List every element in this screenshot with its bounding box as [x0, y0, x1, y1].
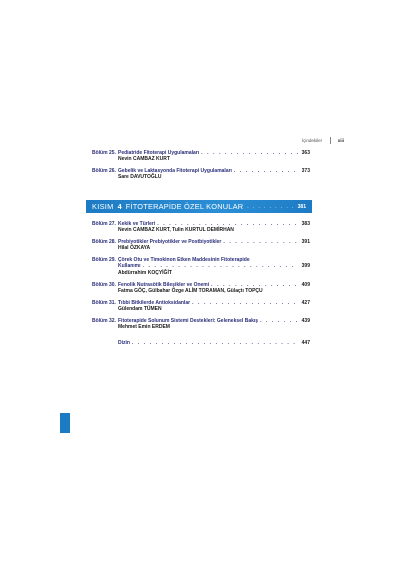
- chapter-authors: Nevin CAMBAZ KURT: [118, 156, 170, 163]
- chapter-number: Bölüm 25.: [92, 150, 116, 156]
- chapter-number: Bölüm 28.: [92, 239, 116, 245]
- page-number: 439: [301, 318, 310, 324]
- toc-entry[interactable]: [92, 257, 310, 276]
- page-number: 363: [301, 150, 310, 156]
- part-title: FİTOTERAPİDE ÖZEL KONULAR: [125, 202, 244, 211]
- toc-entry[interactable]: [92, 168, 310, 181]
- chapter-authors: Fatma GÖÇ, Gülbahar Özge ALİM TORAMAN, Gülaçtı TOPÇU: [118, 288, 263, 295]
- chapter-title: Çörek Otu ve Timokinon Etken Maddesinin Fitoterapide: [118, 257, 250, 263]
- chapter-title: Kekik ve Türleri: [118, 221, 156, 227]
- chapter-number: Bölüm 26.: [92, 168, 116, 174]
- chapter-number: Bölüm 31.: [92, 300, 116, 306]
- chapter-number: Bölüm 27.: [92, 221, 116, 227]
- chapter-authors: Gülendam TÜMEN: [118, 306, 162, 313]
- leader-dots: [234, 168, 298, 174]
- chapter-number: Bölüm 29.: [92, 257, 116, 263]
- toc-entry[interactable]: [92, 300, 310, 313]
- chapter-title: Fenolik Nutrasötik Bileşikler ve Önemi: [118, 282, 210, 288]
- part-number: 4: [117, 202, 122, 211]
- edge-tab-marker: [60, 413, 70, 433]
- page-number: 409: [301, 282, 310, 288]
- chapter-authors: Nevin CAMBAZ KURT, Tulin KURTUL DEMİRHAN: [118, 227, 234, 234]
- page-number: 447: [301, 340, 310, 346]
- chapter-title: Gebelik ve Laktasyonda Fitoterapi Uygulamaları: [118, 168, 232, 174]
- leader-dots: [192, 300, 298, 306]
- chapter-authors: Hilal ÖZKAYA: [118, 245, 151, 252]
- toc-entry-index[interactable]: [92, 340, 310, 346]
- toc-entry[interactable]: [92, 282, 310, 295]
- page-number: 427: [301, 300, 310, 306]
- chapter-title: Tıbbi Bitkilerde Antioksidanlar: [118, 300, 191, 306]
- header-page-number: xiii: [337, 138, 344, 143]
- running-header: [302, 137, 344, 144]
- leader-dots: [260, 318, 298, 324]
- chapter-authors: Sare DAVUTOĞLU: [118, 174, 162, 181]
- chapter-authors: Abdürrahim KOÇYİĞİT: [118, 269, 172, 276]
- page-number: 391: [301, 239, 310, 245]
- index-title: Dizin: [118, 340, 130, 346]
- page-number: 383: [301, 221, 310, 227]
- chapter-title: Pediatride Fitoterapi Uygulamaları: [118, 150, 200, 156]
- toc-entry[interactable]: [92, 318, 310, 331]
- chapter-title-continued: Kullanımı: [118, 263, 141, 270]
- page-number: 399: [301, 263, 310, 270]
- page-number: 373: [301, 168, 310, 174]
- toc-entry[interactable]: [92, 239, 310, 252]
- part-page-number: 381: [297, 203, 306, 210]
- chapter-number: Bölüm 30.: [92, 282, 116, 288]
- header-section-title: İçindekiler: [301, 138, 323, 143]
- leader-dots: [143, 263, 298, 269]
- header-divider: [330, 137, 331, 144]
- leader-dots: [201, 150, 298, 156]
- chapter-number: Bölüm 32.: [92, 318, 116, 324]
- chapter-authors: Mehmet Emin ERDEM: [118, 324, 170, 331]
- leader-dots: [132, 340, 298, 346]
- toc-entry[interactable]: [92, 150, 310, 163]
- toc-entry[interactable]: [92, 221, 310, 234]
- leader-dots: [247, 204, 297, 210]
- chapter-title: Prebiyotikler Prebiyotikler ve Postbiyotikler: [118, 239, 222, 245]
- part-label: KISIM: [92, 202, 114, 211]
- leader-dots: [223, 239, 298, 245]
- chapter-title: Fitoterapide Solunum Sistemi Destekleri: Geleneksel Bakış: [118, 318, 259, 324]
- part-banner: [86, 200, 312, 213]
